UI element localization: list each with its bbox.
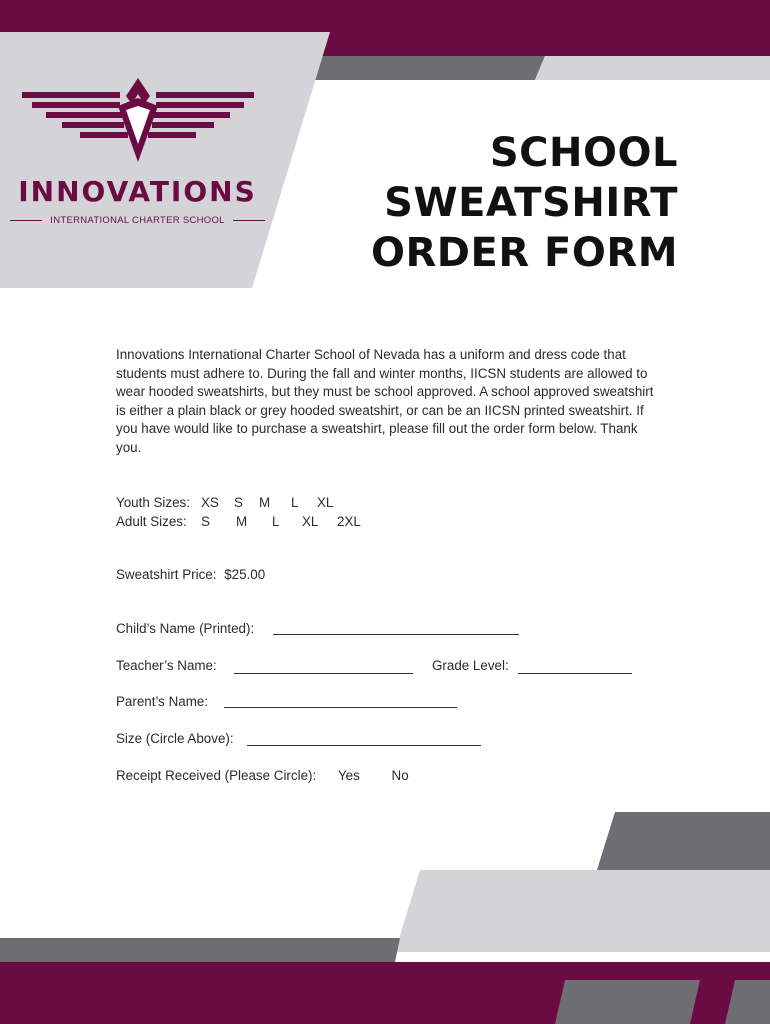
title-line-1: SCHOOL	[489, 130, 678, 176]
receipt-yes-option[interactable]: Yes	[337, 768, 360, 783]
title-line-2: SWEATSHIRT	[384, 180, 678, 226]
logo-subtitle	[10, 215, 265, 226]
receipt-line	[116, 768, 409, 783]
title-line-3: ORDER FORM	[371, 230, 678, 276]
child-name-field[interactable]	[273, 634, 519, 635]
logo-wordmark: INNOVATIONS	[18, 175, 257, 208]
winged-emblem-icon	[0, 60, 290, 170]
logo-rule-left	[10, 220, 42, 221]
intro-paragraph: Innovations International Charter School of Nevada has a uniform and dress code that students must adhere to. During the fall and winter months, IICSN students are allowed to wear hooded sweatshirts, but they must be school approved. A school approved sweatshirt is either a plain black or grey hooded sweatshirt, or can be an IICSN printed sweatshirt. If you have would like to purchase a sweatshirt, please fill out the order form below. Thank you.	[116, 347, 654, 455]
parent-name-label: Parent’s Name:	[116, 694, 209, 709]
bottom-left-dark-stripe	[0, 938, 400, 962]
size-field[interactable]	[247, 745, 481, 746]
logo-rule-right	[233, 220, 265, 221]
page-title	[371, 128, 678, 278]
top-light-stripe	[535, 56, 770, 80]
youth-size-option[interactable]: L	[291, 495, 299, 510]
bottom-light-block	[395, 870, 770, 952]
size-label: Size (Circle Above):	[116, 731, 234, 746]
logo-subtitle-text: INTERNATIONAL CHARTER SCHOOL	[50, 215, 225, 226]
child-name-label: Child’s Name (Printed):	[116, 621, 255, 636]
price-value: $25.00	[224, 567, 266, 582]
youth-size-option[interactable]: XL	[317, 495, 334, 510]
youth-size-option[interactable]: S	[234, 495, 243, 510]
adult-size-option[interactable]: L	[272, 514, 280, 529]
bottom-slash-1	[555, 980, 700, 1024]
adult-size-option[interactable]: XL	[302, 514, 319, 529]
youth-sizes-label: Youth Sizes:	[116, 495, 190, 510]
receipt-label: Receipt Received (Please Circle):	[116, 768, 317, 783]
adult-sizes-label: Adult Sizes:	[116, 514, 187, 529]
bottom-dark-stripe	[597, 812, 770, 870]
teacher-name-label: Teacher’s Name:	[116, 658, 217, 673]
grade-level-label: Grade Level:	[432, 658, 509, 673]
receipt-no-option[interactable]: No	[391, 768, 409, 783]
teacher-name-field[interactable]	[234, 673, 413, 674]
adult-size-option[interactable]: S	[201, 514, 210, 529]
price-line	[116, 567, 265, 582]
grade-level-field[interactable]	[518, 673, 632, 674]
parent-name-field[interactable]	[224, 707, 457, 708]
top-dark-stripe	[310, 56, 545, 80]
youth-size-option[interactable]: XS	[201, 495, 219, 510]
adult-size-option[interactable]: 2XL	[337, 514, 361, 529]
adult-size-option[interactable]: M	[236, 514, 248, 529]
price-label: Sweatshirt Price:	[116, 567, 217, 582]
youth-size-option[interactable]: M	[259, 495, 271, 510]
